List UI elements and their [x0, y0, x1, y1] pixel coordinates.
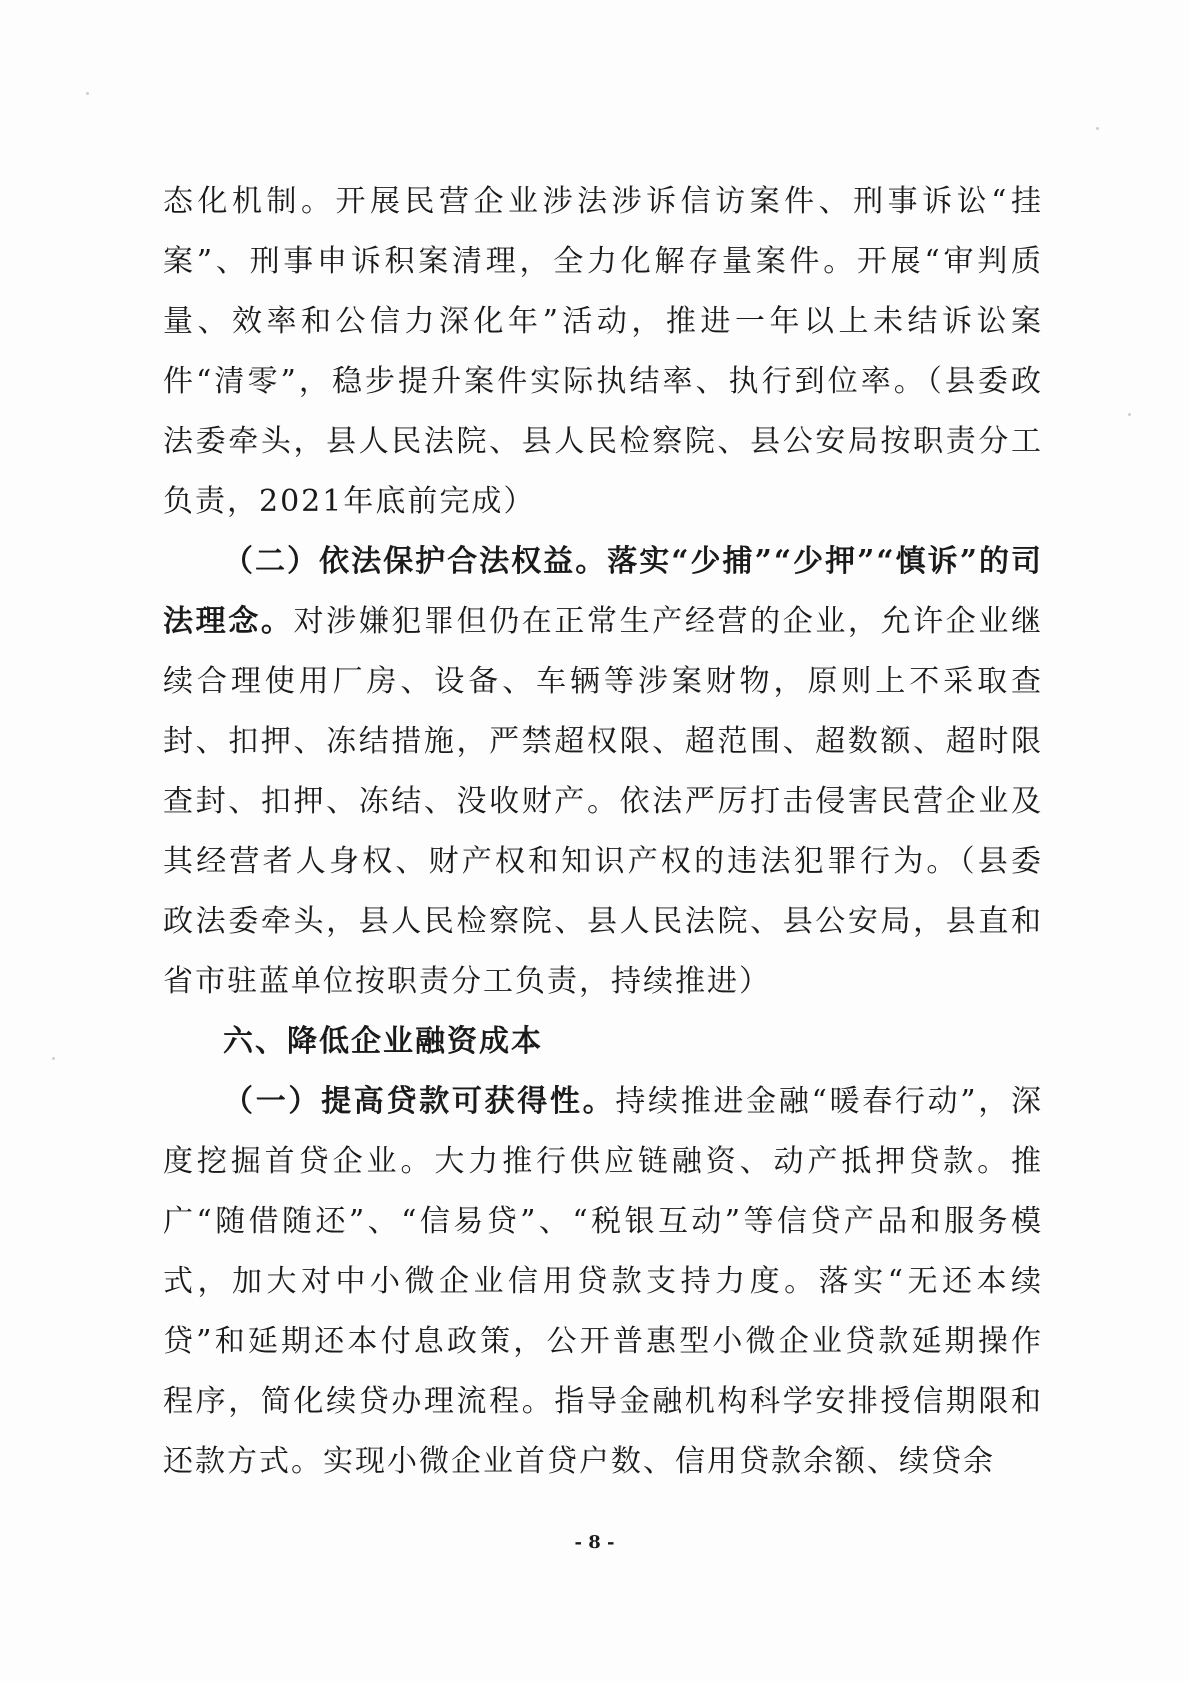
paragraph-loan-access — [163, 1072, 1043, 1492]
paragraph-legal-rights — [163, 532, 1043, 1012]
paragraph-continuation — [163, 172, 1043, 532]
paragraph-text: 态化机制。开展民营企业涉法涉诉信访案件、刑事诉讼“挂案”、刑事申诉积案清理，全力化解存量案件。开展“审判质量、效率和公信力深化年”活动，推进一年以上未结诉讼案件“清零”，稳步提升案件实际执结率、执行到位率。（县委政法委牵头，县人民法院、县人民检察院、县公安局按职责分工负责，2021年底前完成） — [163, 184, 1043, 519]
paragraph-lead: （一）提高贷款可获得性。 — [223, 1084, 616, 1119]
scan-speck — [52, 1057, 55, 1060]
paragraph-text: 持续推进金融“暖春行动”，深度挖掘首贷企业。大力推行供应链融资、动产抵押贷款。推广“随借随还”、“信易贷”、“税银互动”等信贷产品和服务模式，加大对中小微企业信用贷款支持力度。落实“无还本续贷”和延期还本付息政策，公开普惠型小微企业贷款延期操作程序，简化续贷办理流程。指导金融机构科学安排授信期限和还款方式。实现小微企业首贷户数、信用贷款余额、续贷余 — [163, 1084, 1043, 1479]
paragraph-text: 对涉嫌犯罪但仍在正常生产经营的企业，允许企业继续合理使用厂房、设备、车辆等涉案财物，原则上不采取查封、扣押、冻结措施，严禁超权限、超范围、超数额、超时限查封、扣押、冻结、没收财产。依法严厉打击侵害民营企业及其经营者人身权、财产权和知识产权的违法犯罪行为。（县委政法委牵头，县人民检察院、县人民法院、县公安局，县直和省市驻蓝单位按职责分工负责，持续推进） — [163, 604, 1044, 999]
scan-speck — [1128, 413, 1131, 416]
scan-speck — [86, 92, 89, 95]
page-number: - 8 - — [574, 1532, 615, 1553]
section-heading: 六、降低企业融资成本 — [223, 1024, 543, 1059]
document-body — [163, 172, 1043, 1492]
paragraph-lead: （二）依法保护合法权益。落实“少捕”“少押”“慎诉”的司法理念。 — [163, 544, 1043, 639]
scan-speck — [1096, 127, 1099, 130]
